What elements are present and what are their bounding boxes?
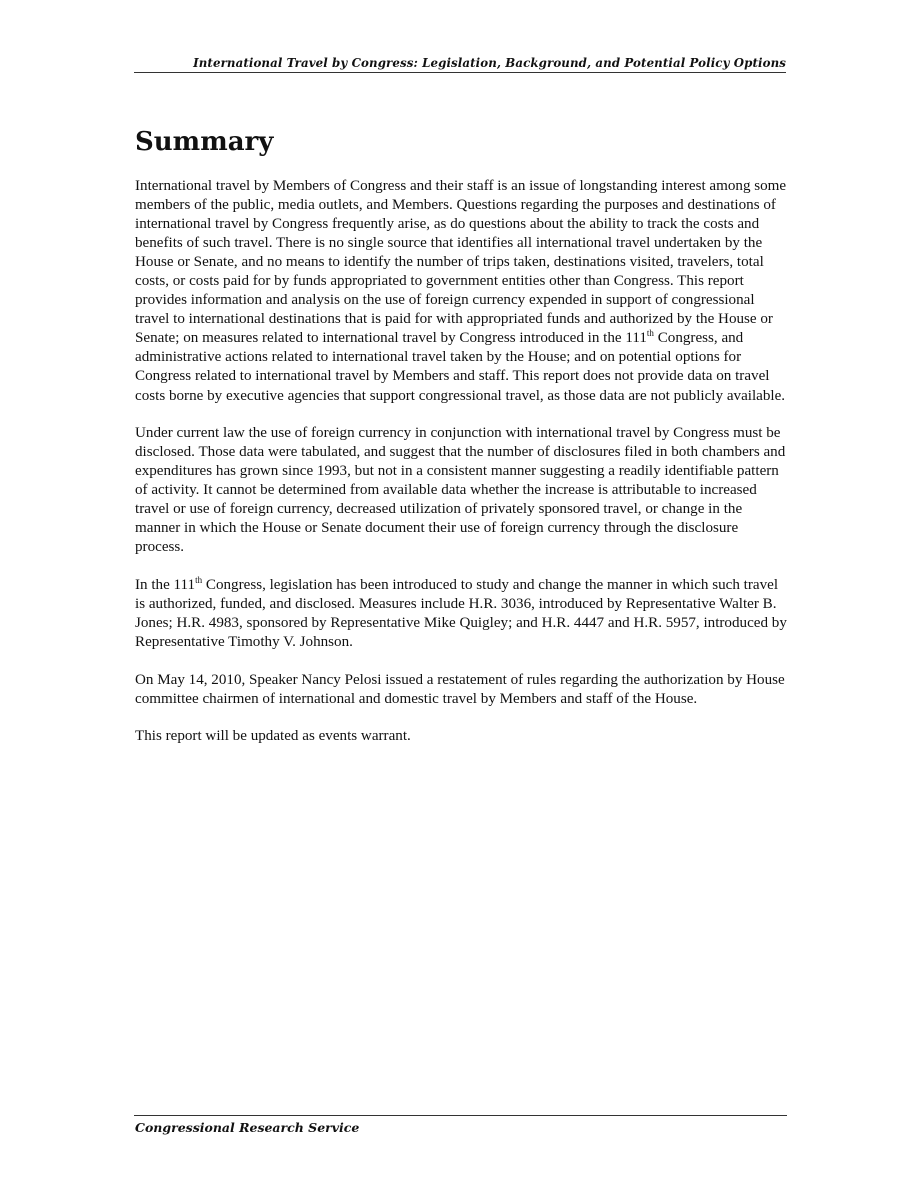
footer-divider: [134, 1115, 787, 1116]
paragraph-3-part1: In the 111: [135, 576, 196, 593]
ordinal-suffix: th: [646, 328, 654, 339]
footer-source: Congressional Research Service: [135, 1120, 360, 1135]
paragraph-1-part2: Congress, and administrative actions related to international travel taken by the House; and on potential options for Congress related to international travel by Members and staff. This report does not provide data on travel costs borne by executive agencies that support congressional travel, as those data are not publicly available.: [135, 330, 786, 404]
paragraph-3-part2: Congress, legislation has been introduced to study and change the manner in which such travel is authorized, funded, and disclosed. Measures include H.R. 3036, introduced by Representative Walter B. Jones; H.R. 4983, sponsored by Representative Mike Quigley; and H.R. 4447 and H.R. 5957, introduced by Representative Timothy V. Johnson.: [135, 576, 787, 651]
paragraph-5: This report will be updated as events warrant.: [135, 728, 411, 745]
page-title: Summary: [135, 127, 274, 157]
paragraph-3: [135, 576, 787, 652]
ordinal-suffix: th: [195, 574, 203, 585]
paragraph-4: On May 14, 2010, Speaker Nancy Pelosi issued a restatement of rules regarding the authorization by House committee chairmen of international and domestic travel by Members and staff of the House.: [135, 671, 785, 707]
summary-body: [135, 177, 787, 765]
paragraph-1: [135, 177, 787, 406]
paragraph-2: Under current law the use of foreign currency in conjunction with international travel by Congress must be disclosed. Those data were tabulated, and suggest that the number of disclosures filed in both chambers and expenditures has grown since 1993, but not in a consistent manner suggesting a readily identifiable pattern of activity. It cannot be determined from available data whether the increase is attributable to increased travel or use of foreign currency, decreased utilization of privately sponsored travel, or change in the manner in which the House or Senate document their use of foreign currency through the disclosure process.: [135, 425, 786, 556]
paragraph-1-part1: International travel by Members of Congress and their staff is an issue of longstanding interest among some members of the public, media outlets, and Members. Questions regarding the purposes and destinations of international travel by Congress frequently arise, as do questions about the ability to track the costs and benefits of such travel. There is no single source that identifies all international travel undertaken by the House or Senate, and no means to identify the number of trips taken, destinations visited, travelers, total costs, or costs paid for by funds appropriated to government entities other than Congress. This report provides information and analysis on the use of foreign currency expended in support of congressional travel to international destinations that is paid for with appropriated funds and authorized by the House or Senate; on measures related to international travel by Congress introduced in the 111: [135, 178, 787, 347]
running-header: International Travel by Congress: Legislation, Background, and Potential Policy Options: [134, 55, 786, 73]
